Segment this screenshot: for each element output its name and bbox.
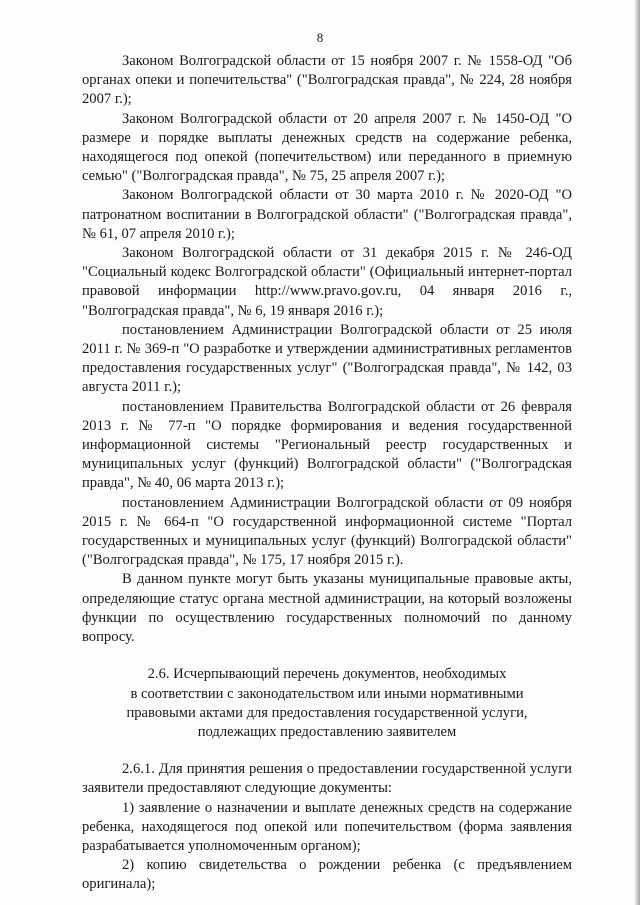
list-item-1-application: 1) заявление о назначении и выплате денежных средств на содержание ребенка, находящегося под опекой или попечительством (форма заявления разрабатывается уполномоченным органом); — [82, 799, 572, 854]
paragraph-municipal-acts-note: В данном пункте могут быть указаны муниципальные правовые акты, определяющие статус органа местной администрации, на который возложены функции по осуществлению государственных полномочий по данному вопросу. — [82, 571, 572, 646]
page-number: 8 — [316, 30, 324, 45]
paragraph-law-246: Законом Волгоградской области от 31 декабря 2015 г. № 246-ОД "Социальный кодекс Волгоградской области" (Официальный интернет-портал правовой информации http://www.pravo.gov.ru, 04 января 2016 г., "Волгоградская правда", № 6, 19 января 2016 г.); — [82, 245, 572, 319]
paragraph-law-1558: Законом Волгоградской области от 15 ноября 2007 г. № 1558-ОД "Об органах опеки и попечительства" ("Волгоградская правда", № 224, 28 ноября 2007 г.); — [82, 53, 572, 108]
paragraph-resolution-664: постановлением Администрации Волгоградской области от 09 ноября 2015 г. № 664-п "О государственной информационной системе "Портал государственных и муниципальных услуг (функций) Волгоградской области" ("Волгоградская правда", № 175, 17 ноября 2015 г.). — [82, 494, 572, 569]
section-heading-line: в соответствии с законодательством или иными нормативными — [130, 685, 524, 702]
document-body — [82, 52, 572, 895]
list-item-2-birth-certificate: 2) копию свидетельства о рождении ребенка (с предъявлением оригинала); — [82, 857, 572, 893]
section-heading-line: подлежащих предоставлению заявителем — [197, 723, 457, 740]
section-heading-line: 2.6. Исчерпывающий перечень документов, необходимых — [147, 666, 507, 683]
section-heading-2-6 — [82, 665, 572, 742]
paragraph-resolution-369: постановлением Администрации Волгоградской области от 25 июля 2011 г. № 369-п "О разработке и утверждении административных регламентов предоставления государственных услуг" ("Волгоградская правда", № 142, 03 августа 2011 г.); — [82, 321, 572, 396]
paragraph-law-2020: Законом Волгоградской области от 30 марта 2010 г. № 2020-ОД "О патронатном воспитании в Волгоградской области" ("Волгоградская правда", № 61, 07 апреля 2010 г.); — [82, 187, 572, 242]
paragraph-law-1450: Законом Волгоградской области от 20 апреля 2007 г. № 1450-ОД "О размере и порядке выплаты денежных средств на содержание ребенка, находящегося под опекой (попечительством) или переданного в приемную семью" ("Волгоградская правда", № 75, 25 апреля 2007 г.); — [82, 110, 572, 185]
paragraph-2-6-1: 2.6.1. Для принятия решения о предоставлении государственной услуги заявители предоставляют следующие документы: — [82, 761, 572, 797]
page-edge-shadow — [634, 0, 640, 905]
paragraph-resolution-77: постановлением Правительства Волгоградской области от 26 февраля 2013 г. № 77-п "О порядке формирования и ведения государственной информационной системы "Региональный реестр государственных и муниципальных услуг (функций) Волгоградской области" ("Волгоградская правда", № 40, 06 марта 2013 г.); — [82, 398, 572, 492]
section-heading-line: правовыми актами для предоставления государственной услуги, — [126, 704, 528, 721]
